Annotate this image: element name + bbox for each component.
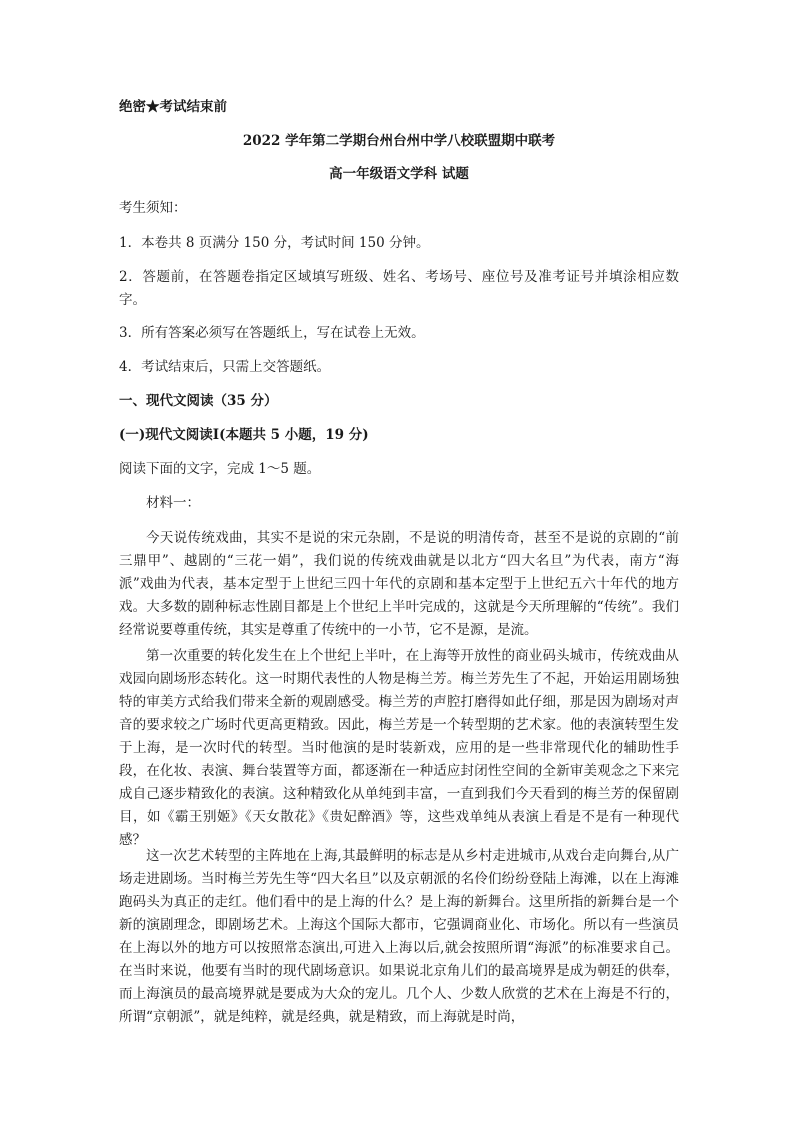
material-label: 材料一： xyxy=(146,495,200,511)
subject-title: 高一年级语文学科 试题 xyxy=(329,166,469,182)
article-paragraph: 第一次重要的转化发生在上个世纪上半叶，在上海等开放性的商业码头城市，传统戏曲从戏园向剧场形态转化。这一时期代表性的人物是梅兰芳。梅兰芳先生了不起，开始运用剧场独特的审美方式给我们带来全新的观剧感受。梅兰芳的声腔打磨得如此仔细，那是因为剧场对声音的要求较之广场时代更高更精致。因此，梅兰芳是一个转型期的艺术家。他的表演转型生发于上海，是一次时代的转型。当时他演的是时装新戏，应用的是一些非常现代化的辅助性手段，在化妆、表演、舞台装置等方面，都逐渐在一种适应封闭性空间的全新审美观念之下来完成自己逐步精致化的表演。这种精致化从单纯到丰富，一直到我们今天看到的梅兰芳的保留剧目，如《霸王别姬》《天女散花》《贵妃醉酒》等，这些戏单纯从表演上看是不是有一种现代感？ xyxy=(119,648,679,848)
article-paragraph: 今天说传统戏曲，其实不是说的宋元杂剧，不是说的明清传奇，甚至不是说的京剧的“前三鼎甲”、越剧的“三花一娟”，我们说的传统戏曲就是以北方“四大名旦”为代表，南方“海派”戏曲为代表，基本定型于上世纪三四十年代的京剧和基本定型于上世纪五六十年代的地方戏。大多数的剧种标志性剧目都是上个世纪上半叶完成的，这就是今天所理解的“传统”。我们经常说要尊重传统，其实是尊重了传统中的一小节，它不是源，是流。 xyxy=(119,530,679,638)
notice-item: 1．本卷共 8 页满分 150 分，考试时间 150 分钟。 xyxy=(119,235,430,251)
subsection-title: (一)现代文阅读Ⅰ(本题共 5 小题，19 分) xyxy=(119,427,369,443)
article-paragraph: 这一次艺术转型的主阵地在上海,其最鲜明的标志是从乡村走进城市,从戏台走向舞台,从广场走进剧场。当时梅兰芳先生等“四大名旦”以及京朝派的名伶们纷纷登陆上海滩，以在上海滩跑码头为真正的走红。他们看中的是上海的什么？是上海的新舞台。这里所指的新舞台是一个新的演剧理念，即剧场艺术。上海这个国际大都市，它强调商业化、市场化。所以有一些演员在上海以外的地方可以按照常态演出,可进入上海以后,就会按照所谓“海派”的标准要求自己。在当时来说，他要有当时的现代剧场意识。如果说北京角儿们的最高境界是成为朝廷的供奉，而上海演员的最高境界就是要成为大众的宠儿。几个人、少数人欣赏的艺术在上海是不行的，所谓“京朝派”，就是纯粹，就是经典，就是精致，而上海就是时尚， xyxy=(119,848,679,1025)
exam-title: 2022 学年第二学期台州台州中学八校联盟期中联考 xyxy=(242,133,556,149)
confidential-mark: 绝密★考试结束前 xyxy=(119,99,227,115)
reading-instruction: 阅读下面的文字，完成 1～5 题。 xyxy=(119,461,321,477)
notice-item: 4．考试结束后，只需上交答题纸。 xyxy=(119,359,331,375)
notice-heading: 考生须知： xyxy=(119,200,187,216)
section-title: 一、现代文阅读（35 分） xyxy=(119,393,278,409)
notice-item: 3．所有答案必须写在答题纸上，写在试卷上无效。 xyxy=(119,325,425,341)
notice-item: 2．答题前，在答题卷指定区域填写班级、姓名、考场号、座位号及准考证号并填涂相应数字。 xyxy=(119,269,679,308)
